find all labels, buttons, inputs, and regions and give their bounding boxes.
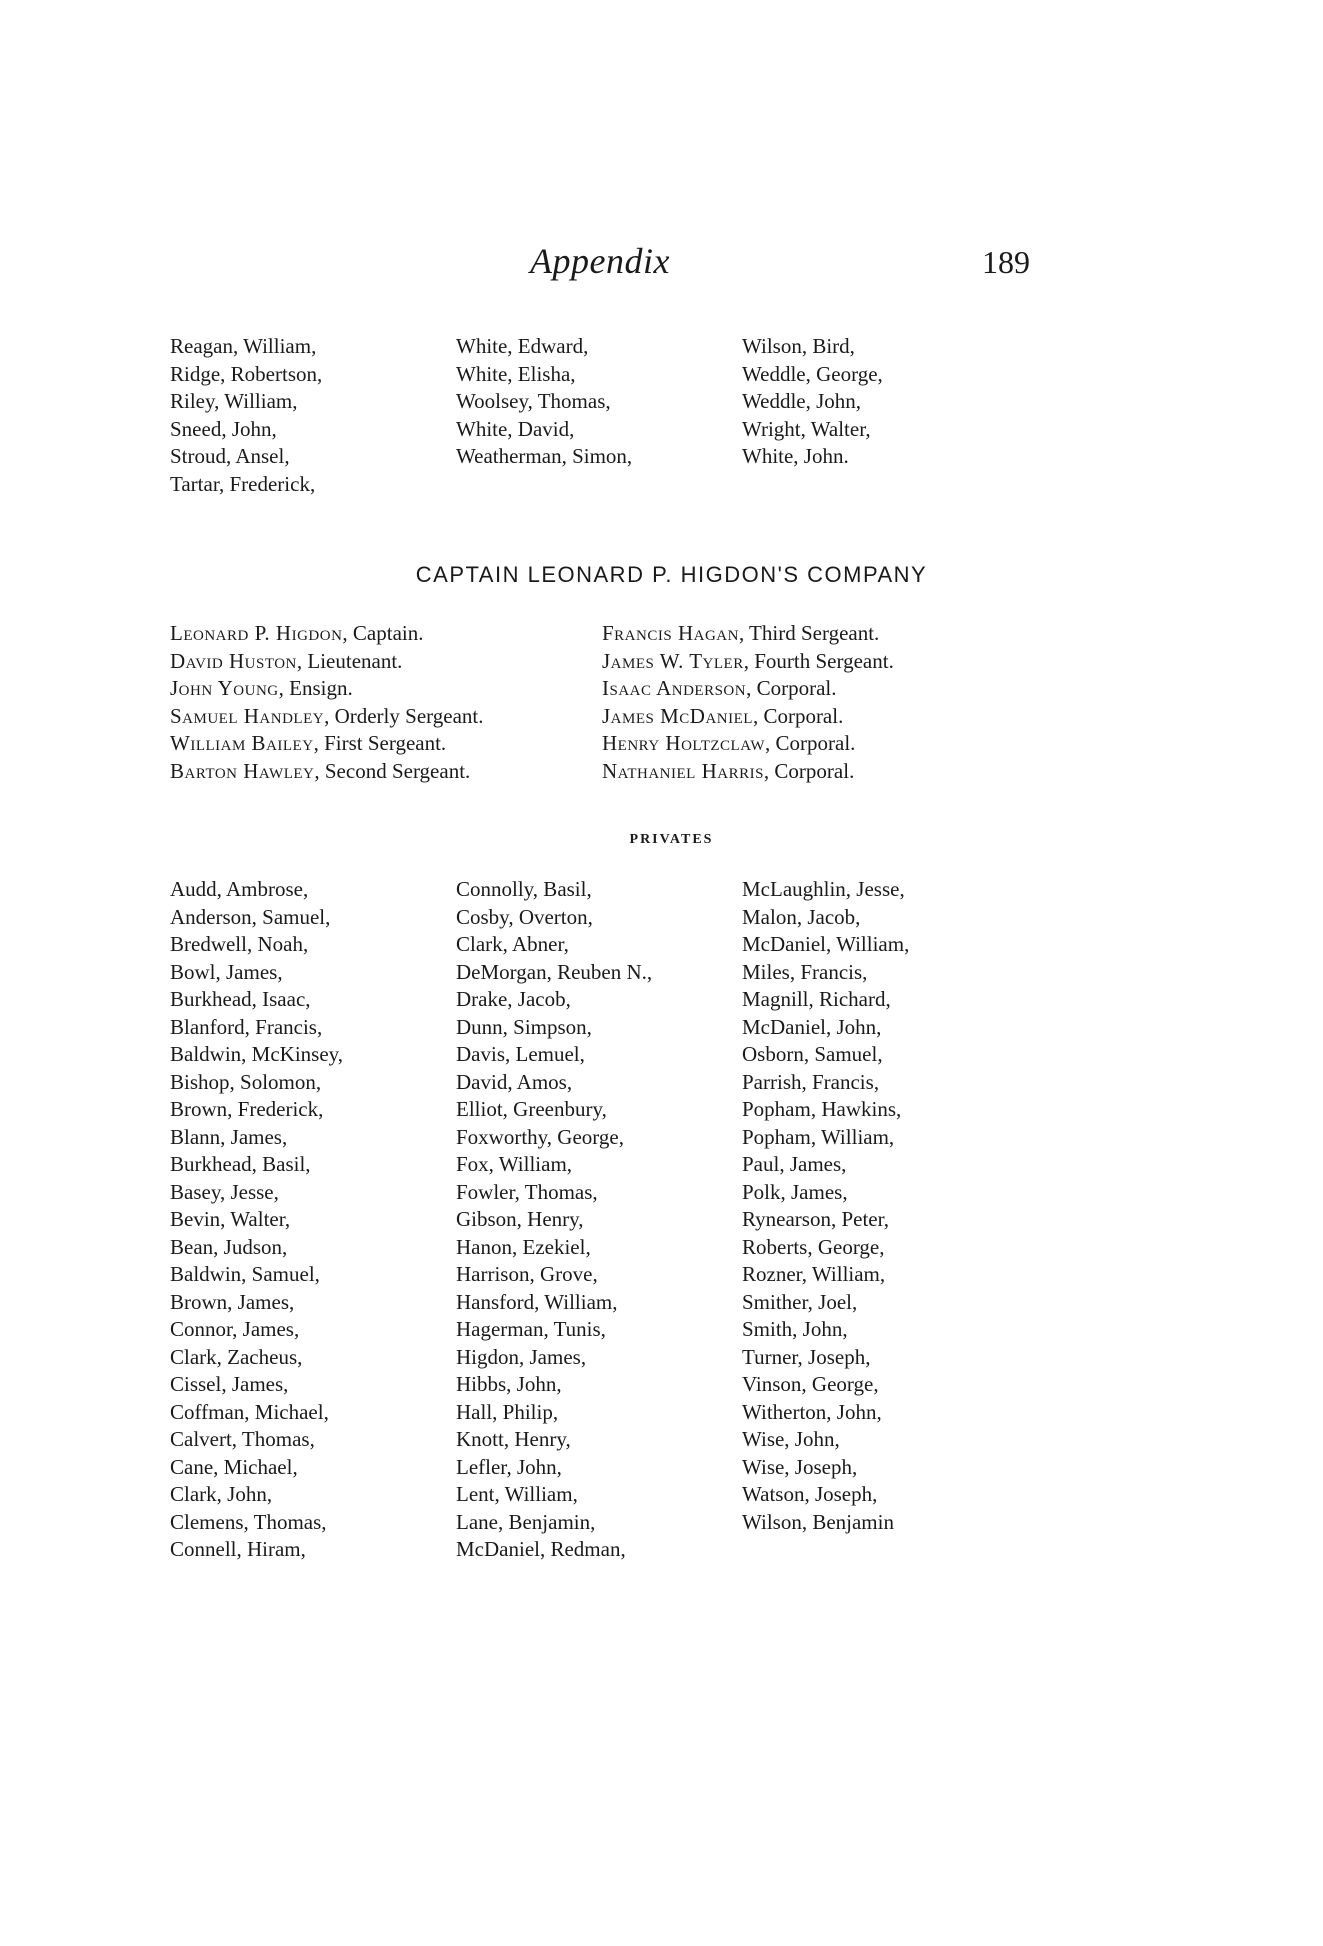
officer-rank: , Lieutenant. <box>296 648 403 673</box>
officer-name: Leonard P. Higdon <box>170 621 343 645</box>
list-item: Wise, John, <box>742 1427 840 1451</box>
list-item: Clark, Zacheus, <box>170 1344 303 1369</box>
list-item: Coffman, Michael, <box>170 1399 329 1424</box>
list-item: Lefler, John, <box>456 1454 562 1479</box>
officer-rank: , Corporal. <box>752 703 844 728</box>
officer-entry <box>602 758 1002 786</box>
officer-entry <box>170 758 602 786</box>
list-item: Witherton, John, <box>742 1399 882 1424</box>
list-item: Polk, James, <box>742 1179 848 1204</box>
privates-column <box>170 876 456 1564</box>
privates-heading: PRIVATES <box>629 832 714 847</box>
list-item: Burkhead, Isaac, <box>170 987 311 1011</box>
list-item: Reagan, William, <box>170 334 317 358</box>
officer-entry <box>602 730 1002 758</box>
officer-name: Isaac Anderson <box>602 676 747 700</box>
list-item: Paul, James, <box>742 1152 847 1176</box>
officer-name: William Bailey <box>170 731 314 755</box>
officer-rank: , Captain. <box>342 621 424 645</box>
privates-column <box>742 876 1002 1564</box>
list-item: Calvert, Thomas, <box>170 1427 315 1451</box>
officer-name: Samuel Handley <box>170 703 325 728</box>
list-item: Wilson, Benjamin <box>742 1509 894 1534</box>
list-item: Anderson, Samuel, <box>170 904 331 929</box>
officers-list <box>170 620 1002 785</box>
list-item: White, Elisha, <box>456 361 576 386</box>
officers-column-right <box>602 620 1002 785</box>
officer-rank: , Corporal. <box>765 731 856 755</box>
list-item: Riley, William, <box>170 389 298 413</box>
list-item: Stroud, Ansel, <box>170 444 290 468</box>
list-item: Smith, John, <box>742 1317 848 1341</box>
list-item: Hanon, Ezekiel, <box>456 1234 591 1259</box>
officer-entry <box>602 648 1002 676</box>
list-item: McDaniel, John, <box>742 1014 882 1039</box>
list-item: Lane, Benjamin, <box>456 1509 596 1534</box>
list-item: Bishop, Solomon, <box>170 1069 322 1094</box>
officer-name: John Young <box>170 676 279 700</box>
list-item: Connolly, Basil, <box>456 877 592 901</box>
list-item: Bowl, James, <box>170 959 283 984</box>
list-item: Clemens, Thomas, <box>170 1509 327 1534</box>
list-item: Burkhead, Basil, <box>170 1152 311 1176</box>
officers-column-left <box>170 620 602 785</box>
officer-entry <box>170 675 602 703</box>
list-item: Ridge, Robertson, <box>170 361 323 386</box>
officer-rank: , Corporal. <box>746 676 837 700</box>
list-item: Wise, Joseph, <box>742 1454 858 1479</box>
officer-name: David Huston <box>170 648 297 673</box>
officer-entry <box>170 703 602 731</box>
list-item: Harrison, Grove, <box>456 1262 598 1286</box>
privates-column <box>456 876 742 1564</box>
list-item: Malon, Jacob, <box>742 904 861 929</box>
officer-entry <box>170 620 602 648</box>
list-item: Knott, Henry, <box>456 1427 571 1451</box>
list-item: Foxworthy, George, <box>456 1124 624 1149</box>
list-item: Parrish, Francis, <box>742 1069 880 1094</box>
list-item: McLaughlin, Jesse, <box>742 877 905 901</box>
officer-name: Nathaniel Harris <box>602 758 764 783</box>
list-item: Baldwin, McKinsey, <box>170 1042 344 1066</box>
list-item: Clark, John, <box>170 1482 273 1506</box>
list-item: White, John. <box>742 444 849 468</box>
privates-list <box>170 876 1002 1564</box>
officer-rank: , Fourth Sergeant. <box>743 648 894 673</box>
list-item: Audd, Ambrose, <box>170 877 309 901</box>
list-item: Popham, William, <box>742 1124 895 1149</box>
list-item: Weatherman, Simon, <box>456 444 633 468</box>
officer-rank: , Corporal. <box>763 758 855 783</box>
company-heading: CAPTAIN LEONARD P. HIGDON'S COMPANY <box>415 562 928 587</box>
list-item: Rozner, William, <box>742 1262 886 1286</box>
list-item: Magnill, Richard, <box>742 987 891 1011</box>
list-item: Fox, William, <box>456 1152 573 1176</box>
list-item: Bevin, Walter, <box>170 1207 291 1231</box>
list-item: Higdon, James, <box>456 1344 587 1369</box>
page-title: Appendix <box>530 241 670 281</box>
officer-entry <box>602 703 1002 731</box>
list-item: Clark, Abner, <box>456 932 569 956</box>
list-item: Watson, Joseph, <box>742 1482 878 1506</box>
list-item: Hagerman, Tunis, <box>456 1317 606 1341</box>
list-item: Dunn, Simpson, <box>456 1014 592 1039</box>
list-item: McDaniel, Redman, <box>456 1537 626 1561</box>
list-item: David, Amos, <box>456 1069 573 1094</box>
list-item: Connell, Hiram, <box>170 1537 306 1561</box>
officer-entry <box>602 620 1002 648</box>
officer-name: Francis Hagan <box>602 621 739 645</box>
list-item: Bredwell, Noah, <box>170 932 309 956</box>
list-item: Woolsey, Thomas, <box>456 389 611 413</box>
list-item: Connor, James, <box>170 1317 300 1341</box>
list-item: Popham, Hawkins, <box>742 1097 902 1121</box>
list-item: Sneed, John, <box>170 416 277 441</box>
running-head <box>170 240 1030 300</box>
list-item: Tartar, Frederick, <box>170 471 316 496</box>
list-item: Smither, Joel, <box>742 1289 858 1314</box>
list-item: Wilson, Bird, <box>742 334 855 358</box>
list-item: Cosby, Overton, <box>456 904 593 929</box>
officer-name: James McDaniel <box>602 703 753 728</box>
officer-rank: , Ensign. <box>278 676 353 700</box>
officer-name: Barton Hawley <box>170 758 315 783</box>
list-item: Brown, Frederick, <box>170 1097 324 1121</box>
officer-rank: , First Sergeant. <box>313 731 447 755</box>
list-item: Vinson, George, <box>742 1372 879 1396</box>
list-item: Fowler, Thomas, <box>456 1179 598 1204</box>
officer-name: James W. Tyler <box>602 648 744 673</box>
list-item: Elliot, Greenbury, <box>456 1097 607 1121</box>
list-item: Drake, Jacob, <box>456 987 571 1011</box>
list-item: Roberts, George, <box>742 1234 885 1259</box>
list-item: Hall, Philip, <box>456 1399 559 1424</box>
list-item: Bean, Judson, <box>170 1234 288 1259</box>
list-item: Hibbs, John, <box>456 1372 562 1396</box>
officer-rank: , Second Sergeant. <box>314 758 471 783</box>
list-item: Wright, Walter, <box>742 416 871 441</box>
list-item: Turner, Joseph, <box>742 1344 871 1369</box>
list-item: White, David, <box>456 416 575 441</box>
name-column <box>170 333 456 498</box>
list-item: Miles, Francis, <box>742 959 868 984</box>
officer-entry <box>602 675 1002 703</box>
officer-entry <box>170 730 602 758</box>
list-item: Basey, Jesse, <box>170 1179 279 1204</box>
list-item: Lent, William, <box>456 1482 578 1506</box>
list-item: Gibson, Henry, <box>456 1207 584 1231</box>
officer-rank: , Third Sergeant. <box>738 621 880 645</box>
list-item: Cane, Michael, <box>170 1454 298 1479</box>
name-column <box>742 333 1002 498</box>
list-item: Weddle, John, <box>742 389 862 413</box>
list-item: McDaniel, William, <box>742 932 910 956</box>
list-item: Osborn, Samuel, <box>742 1042 883 1066</box>
list-item: Hansford, William, <box>456 1289 618 1314</box>
page-number: 189 <box>982 244 1030 280</box>
list-item: DeMorgan, Reuben N., <box>456 959 653 984</box>
list-item: Davis, Lemuel, <box>456 1042 585 1066</box>
continued-name-list <box>170 333 1002 498</box>
list-item: Blann, James, <box>170 1124 288 1149</box>
list-item: Blanford, Francis, <box>170 1014 323 1039</box>
list-item: Rynearson, Peter, <box>742 1207 890 1231</box>
name-column <box>456 333 742 498</box>
list-item: Brown, James, <box>170 1289 295 1314</box>
officer-name: Henry Holtzclaw <box>602 731 765 755</box>
list-item: Weddle, George, <box>742 361 883 386</box>
list-item: Baldwin, Samuel, <box>170 1262 320 1286</box>
list-item: Cissel, James, <box>170 1372 289 1396</box>
list-item: White, Edward, <box>456 334 589 358</box>
officer-rank: , Orderly Sergeant. <box>324 703 484 728</box>
officer-entry <box>170 648 602 676</box>
